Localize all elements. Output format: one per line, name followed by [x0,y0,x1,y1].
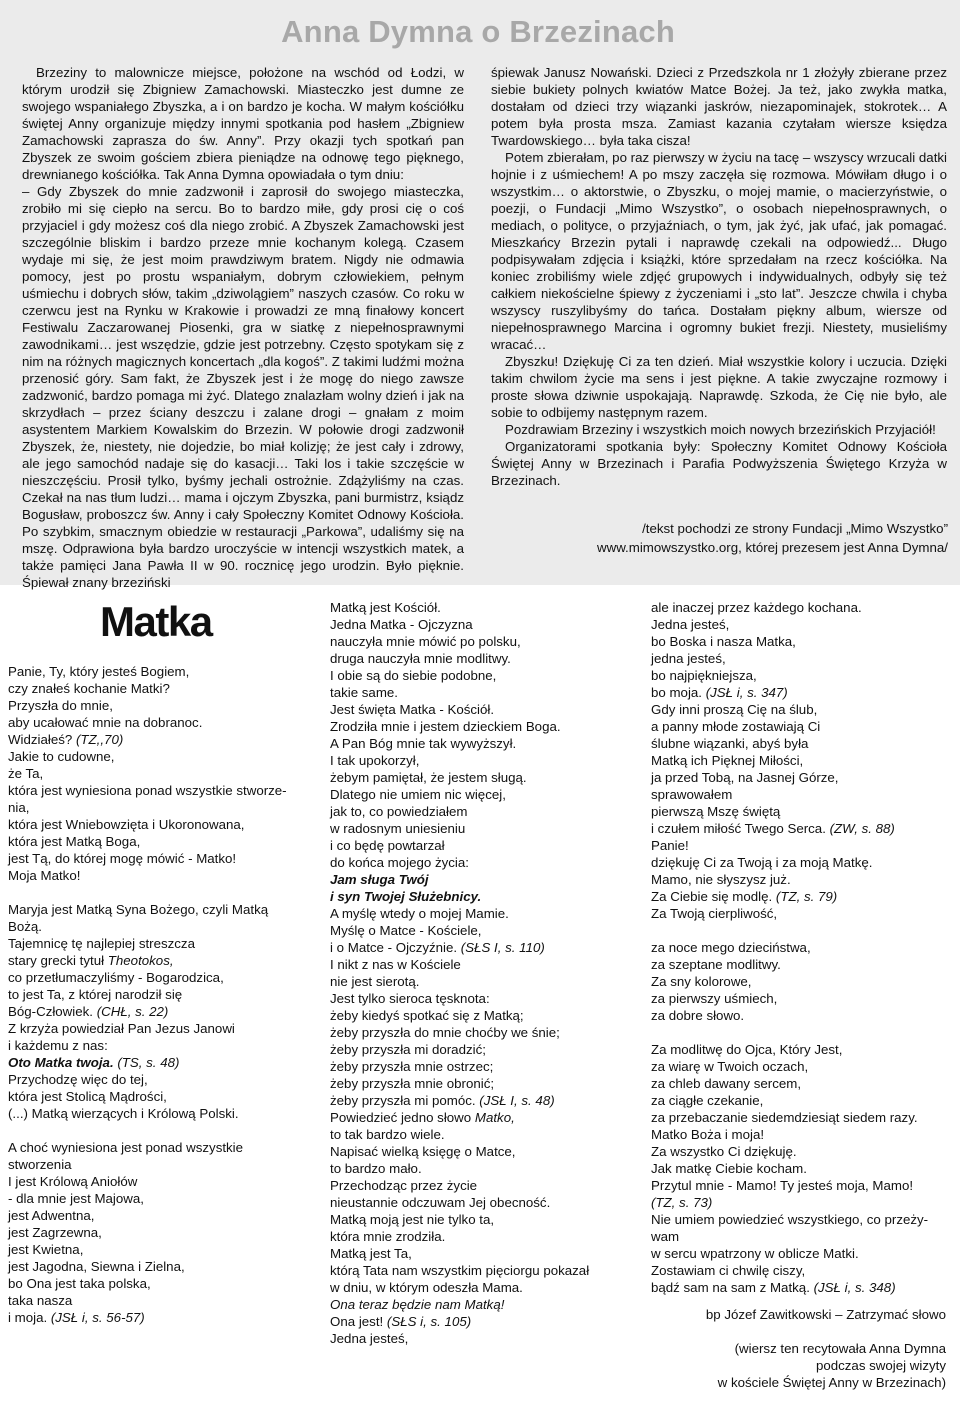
poem-text: I nikt z nas w Kościele [330,957,461,972]
poem-text: Za wszystko Ci dziękuję. [651,1144,797,1159]
poem-text: Za Twoją cierpliwość, [651,906,778,921]
poem-citation: (CHŁ, s. 22) [96,1004,169,1019]
poem-line [8,986,308,1003]
poem-text: żeby przyszła mi pomóc. [330,1093,480,1108]
poem-citation: (JSŁ I, s. 48) [479,1093,555,1108]
poem-line [651,769,951,786]
poem-line [651,735,951,752]
poem-text: dziękuję Ci za Twoją i za moją Matkę. [651,855,873,870]
poem-line [8,697,308,714]
poem-line [8,731,308,748]
poem-text: A Pan Bóg mnie tak wywyższył. [330,736,517,751]
poem-text: to jest Ta, z której narodził się [8,987,183,1002]
poem-line [330,1245,610,1262]
poem-line [651,1109,951,1126]
poem-text: nauczyła mnie mówić po polsku, [330,634,521,649]
poem-text: za dobre słowo. [651,1008,745,1023]
poem-text: która jest wyniesiona ponad wszystkie stworze- [8,783,287,798]
poem-line [8,850,308,867]
poem-text: Powiedzieć jedno słowo [330,1110,475,1125]
source-line-2: www.mimowszystko.org, której prezesem jest Anna Dymna/ [596,540,948,555]
poem-text: która jest Stolicą Mądrości, [8,1089,167,1104]
poem-text: Przechodząc przez życie [330,1178,478,1193]
poem-line [8,1003,308,1020]
poem-line [651,973,951,990]
poem-text: I jest Królową Aniołów [8,1174,138,1189]
poem-line [8,748,308,765]
poem-text: bo Ona jest taka polska, [8,1276,151,1291]
poem-line [8,1241,308,1258]
poem-line [651,599,951,616]
poem-line [651,786,951,803]
poem-line [330,667,610,684]
poem-text: Widziałeś? [8,732,76,747]
poem-text: bo Boska i nasza Matka, [651,634,796,649]
poem-citation: (JSŁ i, s. 348) [813,1280,896,1295]
poem-line [8,1139,308,1156]
poem-text: za przebaczanie siedemdziesiąt siedem razy. [651,1110,918,1125]
poem-line [8,867,308,884]
poem-line [8,765,308,782]
poem-text: ślubne wiązanki, abyś była [651,736,809,751]
poem-author: bp Józef Zawitkowski – Zatrzymać słowo [705,1307,946,1322]
poem-line [330,1007,610,1024]
poem-signature [646,1306,946,1391]
poem-text: która jest Wniebowzięta i Ukoronowana, [8,817,245,832]
poem-line [330,599,610,616]
poem-text: Matko Boża i moja! [651,1127,765,1142]
poem-text: za wiarę w Twoich oczach, [651,1059,809,1074]
poem-line [330,752,610,769]
poem-line [330,1313,610,1330]
poem-text: aby ucałować mnie na dobranoc. [8,715,203,730]
article-right-column [491,64,947,489]
poem-text: I obie są do siebie podobne, [330,668,497,683]
poem-line [8,1156,308,1173]
poem-line [651,1228,951,1245]
poem-text: Zostawiam ci chwilę ciszy, [651,1263,806,1278]
poem-line [8,1224,308,1241]
poem-line [330,1058,610,1075]
poem-line [8,1020,308,1037]
poem-text: która jest Matką Boga, [8,834,141,849]
poem-text: Za modlitwę do Ojca, Który Jest, [651,1042,843,1057]
poem-line [651,1245,951,1262]
poem-emphasis: Jam sługa Twój [330,872,429,887]
poem-line [330,1126,610,1143]
poem-line [330,735,610,752]
poem-text: Tajemnicę tę najlepiej streszcza [8,936,195,951]
poem-line [8,1071,308,1088]
poem-text: ja przed Tobą, na Jasnej Górze, [651,770,839,785]
poem-text: Matką ich Pięknej Miłości, [651,753,804,768]
poem-line [8,1054,308,1071]
poem-text: jest Adwentna, [8,1208,95,1223]
poem-line [651,820,951,837]
poem-line [330,837,610,854]
stanza-break [651,922,951,939]
poem-text: żeby przyszła do mnie choćby we śnie; [330,1025,560,1040]
poem-line [8,1088,308,1105]
poem-citation: Ona teraz będzie nam Matką! [330,1297,505,1312]
poem-line [651,1177,951,1194]
poem-line [651,854,951,871]
stanza-break [8,884,308,901]
poem-title: Matka [100,598,212,645]
poem-text: i każdemu z nas: [8,1038,108,1053]
poem-text: Nie umiem powiedzieć wszystkiego, co przeży- [651,1212,929,1227]
poem-text: a panny młode zostawiają Ci [651,719,821,734]
poem-line [8,1275,308,1292]
poem-line [8,1173,308,1190]
poem-text: Maryja jest Matką Syna Bożego, czyli Matką [8,902,269,917]
poem-text: i czułem miłość Twego Serca. [651,821,830,836]
poem-text: Jak matkę Ciebie kocham. [651,1161,807,1176]
poem-text: Z krzyża powiedział Pan Jezus Janowi [8,1021,235,1036]
poem-text: Jest tylko sieroca tęsknota: [330,991,490,1006]
poem-citation: (TZ, s. 73) [651,1195,713,1210]
poem-citation: (SŁS i, s. 105) [386,1314,472,1329]
poem-citation: (JSŁ i, s. 347) [705,685,788,700]
poem-column-1 [8,663,308,1326]
poem-text: Napisać wielką księgę o Matce, [330,1144,516,1159]
poem-line [8,1190,308,1207]
poem-text: Dlatego nie umiem nic więcej, [330,787,506,802]
poem-line [330,871,610,888]
poem-text: bo najpiękniejsza, [651,668,757,683]
poem-note-line-1: (wiersz ten recytowała Anna Dymna [734,1341,946,1356]
poem-text: Przyszła do mnie, [8,698,113,713]
poem-line [330,990,610,1007]
poem-line [330,905,610,922]
poem-line [330,1143,610,1160]
poem-line [330,633,610,650]
poem-text: i co będę powtarzał [330,838,445,853]
poem-text: to bardzo mało. [330,1161,422,1176]
poem-line [8,901,308,918]
poem-line [8,1258,308,1275]
poem-text: która mnie zrodziła. [330,1229,446,1244]
poem-line [651,1160,951,1177]
poem-column-3 [651,599,951,1296]
poem-text: żeby kiedyś spotkać się z Matką; [330,1008,524,1023]
poem-line [651,718,951,735]
poem-line [8,952,308,969]
poem-text: A myślę wtedy o mojej Mamie. [330,906,509,921]
poem-line [330,616,610,633]
poem-line [8,1309,308,1326]
poem-text: Myślę o Matce - Kościele, [330,923,482,938]
poem-line [330,888,610,905]
poem-line [330,718,610,735]
poem-line [330,1262,610,1279]
article-left-paragraph: – Gdy Zbyszek do mnie zadzwonił i zaprosił do swojego miasteczka, zrobiło mi się ciepło na sercu. Bo to bardzo miłe, gdy prosi cię o coś przyjaciel i gdy możesz coś dla niego zrobić. A Zbyszek Zamachowski jest szczególnie bliskim i bardzo przeze mnie kochanym kolegą. Czasem wydaje mi się, że jest moim prawdziwym bratem. Nigdy nie odmawia pomocy, jest po prostu wspaniałym, dobrym człowiekiem, pełnym uśmiechu i dobrych słów, takim „dziwolągiem” naszych czasów. Co roku w czerwcu jest na Rynku w Krakowie i prowadzi ze mną finałowy koncert Festiwalu Zaczarowanej Piosenki, gra w siatkę z niepełnosprawnymi zawodnikami… jest wszędzie, gdzie jest potrzebny. Często spotykam się z nim na różnych magicznych koncertach „dla kogoś”. Z takimi ludźmi można przenosić góry. Sam fakt, że Zbyszek jest i że mogę do niego zawsze zadzwonić, bardzo pomaga mi żyć. Dlatego znalazłam wolny dzień i jak na skrzydłach – przez ściany deszczu i zalane drogi – gnałam z moim asystentem Markiem Kowalskim do Brzezin. W połowie drogi zadzwonił Zbyszek, że, niestety, nie dojedzie, bo miał kolizję; że jest cały i zdrowy, ale jego samochód nadaje się do kasacji… Taki los i takie szczęście w nieszczęściu. Prosił tylko, byśmy jechali ostrożnie. Zdążyliśmy na czas. Czekał na nas tłum ludzi… mama i ojczym Zbyszka, pani burmistrz, ksiądz Bogusław, proboszcz św. Anny i cały Społeczny Komitet Odnowy Kościoła. Po szybkim, smacznym obiedzie w restauracji „Parkowa”, udaliśmy się na mszę. Odprawiona była bardzo uroczyście w intencji wszystkich matek, a także pamięci Jana Pawła II w 90. rocznicę jego urodzin. Było pięknie. Śpiewał znany brzeziński [22,184,464,590]
poem-emphasis: i syn Twojej Służebnicy. [330,889,482,904]
poem-text: żeby przyszła mi doradzić; [330,1042,486,1057]
poem-line [651,871,951,888]
article-right-paragraph: Pozdrawiam Brzeziny i wszystkich moich nowych brzezińskich Przyjaciół! [505,422,936,437]
poem-text: nie jest sierotą. [330,974,420,989]
article-right-paragraph: Organizatorami spotkania były: Społeczny Komitet Odnowy Kościoła Świętej Anny w Brzezinach i Parafia Podwyższenia Świętego Krzyża w Brzezinach. [491,439,947,488]
poem-text: za ciągłe czekanie, [651,1093,764,1108]
article-left-column [22,64,464,591]
poem-line [651,837,951,854]
stanza-break [651,1024,951,1041]
poem-line [651,701,951,718]
poem-text: druga nauczyła mnie modlitwy. [330,651,511,666]
poem-line [651,1007,951,1024]
poem-line [330,1279,610,1296]
poem-line [330,803,610,820]
poem-line [330,1228,610,1245]
poem-emphasis: Oto Matka twoja. [8,1055,114,1070]
poem-text: za pierwszy uśmiech, [651,991,778,1006]
poem-line [8,1037,308,1054]
poem-text: to tak bardzo wiele. [330,1127,445,1142]
poem-line [8,918,308,935]
poem-line [330,939,610,956]
poem-line [651,650,951,667]
poem-text: takie same. [330,685,398,700]
poem-line [8,833,308,850]
poem-text: żeby przyszła mnie obronić; [330,1076,495,1091]
poem-citation: (TZ,,70) [75,732,124,747]
article-right-paragraph: śpiewak Janusz Nowański. Dzieci z Przedszkola nr 1 złożyły zbierane przez siebie bukiety polnych kwiatów Matce Bożej. Ja też, jako zwykła matka, dostałam od dzieci trzy wiązanki jaskrów, niezapominajek, stokrotek… A potem była prosta msza. Zamiast kazania czytałam wiersze księdza Twardowskiego… była taka cisza! [491,65,947,148]
poem-line [330,1092,610,1109]
poem-line [651,1092,951,1109]
poem-text: co przetłumaczyliśmy - Bogarodzica, [8,970,224,985]
poem-text: żebym pamiętał, że jestem sługą. [330,770,527,785]
poem-text: A choć wyniesiona jest ponad wszystkie [8,1140,244,1155]
poem-line [330,701,610,718]
poem-citation: (ZW, s. 88) [829,821,895,836]
article-right-paragraph: Zbyszku! Dziękuję Ci za ten dzień. Miał wszystkie kolory i uczucia. Dzięki takim chwilom życie ma sens i jest piękne. A takie zwyczajne rozmowy i proste słowa dziwnie uspokajają. Naprawdę. Szkoda, że Cię nie było, ale sobie to odbijemy następnym razem. [491,354,947,420]
poem-line [8,782,308,799]
poem-text: Bożą. [8,919,43,934]
source-note [508,519,948,557]
poem-text: Przytul mnie - Mamo! Ty jesteś moja, Mamo! [651,1178,914,1193]
poem-line [330,1296,610,1313]
poem-text: stworzenia [8,1157,72,1172]
poem-text: czy znałeś kochanie Matki? [8,681,170,696]
poem-text: Jedna Matka - Ojczyzna [330,617,473,632]
poem-line [651,1279,951,1296]
poem-line [330,1109,610,1126]
poem-text: w dniu, w którym odeszła Mama. [330,1280,523,1295]
poem-citation: Theotokos, [107,953,174,968]
poem-note-line-3: w kościele Świętej Anny w Brzezinach) [717,1375,946,1390]
poem-line [330,854,610,871]
poem-text: - dla mnie jest Majowa, [8,1191,144,1206]
poem-text: Panie! [651,838,689,853]
poem-line [330,1211,610,1228]
poem-line [8,969,308,986]
poem-text: jest Zagrzewna, [8,1225,102,1240]
poem-line [651,1262,951,1279]
poem-line [651,939,951,956]
poem-text: Gdy inni proszą Cię na ślub, [651,702,818,717]
poem-text: bądź sam na sam z Matką. [651,1280,814,1295]
poem-text: jak to, co powiedziałem [330,804,468,819]
poem-line [8,1105,308,1122]
poem-text: za chleb dawany sercem, [651,1076,802,1091]
poem-citation: (TZ, s. 79) [775,889,838,904]
poem-line [330,1024,610,1041]
poem-line [651,803,951,820]
poem-text: wam [651,1229,680,1244]
poem-line [651,633,951,650]
poem-line [651,1211,951,1228]
poem-text: ale inaczej przez każdego kochana. [651,600,862,615]
poem-line [8,799,308,816]
poem-text: jest Kwietna, [8,1242,84,1257]
poem-text: którą Tata nam wszystkim pięciorgu pokazał [330,1263,590,1278]
poem-text: Jest święta Matka - Kościół. [330,702,495,717]
article-left-paragraph: Brzeziny to malownicze miejsce, położone na wschód od Łodzi, w którym urodził się Zbigniew Zamachowski. Miasteczko jest dumne ze swojego wspaniałego Zbyszka, a i on bardzo je kocha. W małym kościółku świętej Anny organizuje między innymi spotkania pod hasłem „Zbigniew Zamachowski zaprasza do św. Anny”. Przy okazji tych spotkań pan Zbyszek ze swoim gościem zbiera pieniądze na odnowę tego pięknego, drewnianego kościółka. Tak Anna Dymna opowiadała o tym dniu: [22,65,464,182]
article-title: Anna Dymna o Brzezinach [281,14,675,49]
poem-text: Bóg-Człowiek. [8,1004,97,1019]
poem-line [8,663,308,680]
poem-text: Jedna jesteś, [330,1331,409,1346]
poem-line [330,684,610,701]
poem-text: Moja Matko! [8,868,81,883]
poem-line [8,680,308,697]
poem-line [651,616,951,633]
poem-line [651,1041,951,1058]
poem-text: nieustannie odczuwam Jej obecność. [330,1195,551,1210]
poem-line [8,816,308,833]
poem-line [651,1058,951,1075]
poem-text: za noce mego dzieciństwa, [651,940,811,955]
poem-line [330,973,610,990]
poem-line [8,1207,308,1224]
poem-text: jest Jagodna, Siewna i Zielna, [8,1259,185,1274]
poem-text: Przychodzę więc do tej, [8,1072,148,1087]
poem-text: (...) Matką wierzących i Królową Polski. [8,1106,239,1121]
poem-text: Zrodziła mnie i jestem dzieckiem Boga. [330,719,561,734]
poem-text: że Ta, [8,766,44,781]
poem-citation: (JSŁ i, s. 56-57) [50,1310,145,1325]
poem-text: i o Matce - Ojczyźnie. [330,940,461,955]
poem-line [651,667,951,684]
poem-text: żeby przyszła mnie ostrzec; [330,1059,494,1074]
poem-line [651,1143,951,1160]
poem-text: Ona jest! [330,1314,387,1329]
poem-line [651,1194,951,1211]
poem-line [330,1160,610,1177]
poem-line [330,1330,610,1347]
poem-line [651,905,951,922]
poem-line [330,1041,610,1058]
poem-line [330,922,610,939]
poem-text: jedna jesteś, [651,651,726,666]
poem-text: I tak upokorzył, [330,753,420,768]
article-right-paragraph: Potem zbierałam, po raz pierwszy w życiu na tacę – wszyscy wrzucali datki hojnie i z uśmiechem! A po mszy zaczęła się rozmowa. Mówiłam długo i o wszystkim… o aktorstwie, o Zbyszku, o mojej mamie, o macierzyństwie, o poezji, o Fundacji „Mimo Wszystko”, o osobach niepełnosprawnych, o mediach, o polityce, o przyjaźniach, o tym, jak żyć, jak ufać, jak pomagać. Mieszkańcy Brzezin pytali i naprawdę czekali na odpowiedź... Długo podpisywałam zdjęcia i książki, które sprzedałam na rzecz kościółka. Na koniec zrobiliśmy wiele zdjęć grupowych i indywidualnych, odbyły się też całkiem niekościelne śpiewy z życzeniami i „sto lat”. Jeszcze chwila i chyba wszyscy ruszylibyśmy do tańca. Dostałam piękny album, wiersze od niepełnosprawnego Marcina i ogromny bukiet frezji. Niestety, musieliśmy wracać… [491,150,947,352]
poem-line [330,1075,610,1092]
poem-text: Panie, Ty, który jesteś Bogiem, [8,664,190,679]
poem-text: Matką moją jest nie tylko ta, [330,1212,495,1227]
poem-line [330,1177,610,1194]
poem-citation: (TS, s. 48) [113,1055,180,1070]
poem-citation: (SŁS I, s. 110) [460,940,545,955]
poem-line [330,786,610,803]
poem-line [330,1194,610,1211]
poem-text: i moja. [8,1310,51,1325]
poem-text: Matką jest Ta, [330,1246,412,1261]
poem-line [651,684,951,701]
poem-text: w radosnym uniesieniu [330,821,466,836]
poem-text: Jedna jesteś, [651,617,730,632]
poem-line [651,888,951,905]
poem-text: Jakie to cudowne, [8,749,115,764]
poem-text: do końca mojego życia: [330,855,469,870]
poem-citation: Matko, [474,1110,515,1125]
article-section [0,0,960,590]
poem-line [651,1126,951,1143]
poem-note-line-2: podczas swojej wizyty [815,1358,946,1373]
poem-line [651,956,951,973]
poem-text: sprawowałem [651,787,733,802]
poem-text: w sercu wpatrzony w oblicze Matki. [651,1246,859,1261]
poem-text: jest Tą, do której mogę mówić - Matko! [8,851,237,866]
poem-line [330,769,610,786]
poem-line [8,1292,308,1309]
poem-line [330,956,610,973]
poem-text: za szeptane modlitwy. [651,957,781,972]
poem-line [8,935,308,952]
poem-line [651,990,951,1007]
poem-text: Za Ciebie się modlę. [651,889,776,904]
poem-text: taka nasza [8,1293,73,1308]
poem-text: Mamo, nie słyszysz już. [651,872,791,887]
poem-text: pierwszą Mszę świętą [651,804,781,819]
poem-text: nia, [8,800,30,815]
poem-line [651,1075,951,1092]
poem-line [8,714,308,731]
poem-line [651,752,951,769]
poem-line [330,820,610,837]
source-line-1: /tekst pochodzi ze strony Fundacji „Mimo Wszystko” [642,521,948,536]
poem-text: Matką jest Kościół. [330,600,441,615]
poem-column-2 [330,599,610,1347]
poem-line [330,650,610,667]
poem-text: Za sny kolorowe, [651,974,752,989]
stanza-break [8,1122,308,1139]
poem-text: stary grecki tytuł [8,953,108,968]
poem-text: bo moja. [651,685,706,700]
